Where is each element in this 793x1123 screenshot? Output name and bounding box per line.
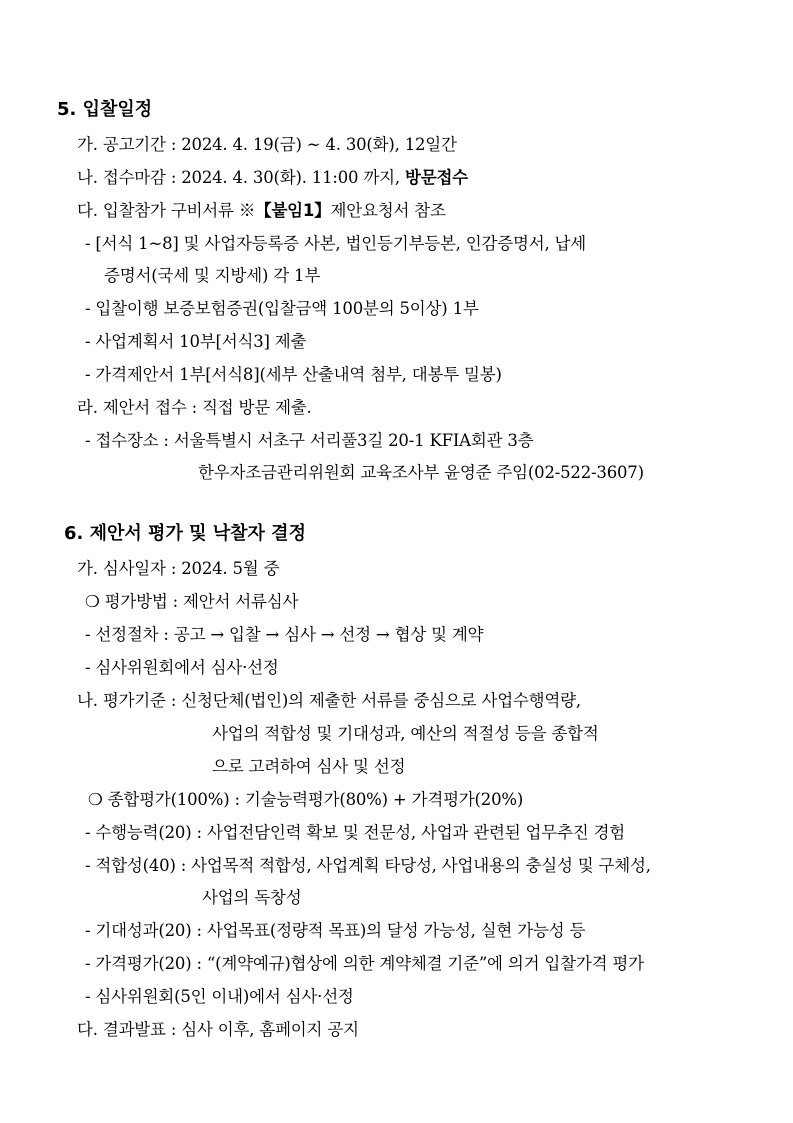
total-evaluation	[88, 789, 523, 811]
criterion-expected-outcome: - 기대성과(20) : 사업목표(정량적 목표)의 달성 가능성, 실현 가능성 등	[85, 921, 586, 940]
document-item-3: - 사업계획서 10부[서식3] 제출	[85, 332, 307, 351]
submission-place: - 접수장소 : 서울특별시 서초구 서리풀3길 20-1 KFIA회관 3층	[85, 431, 534, 450]
document-item-2: - 입찰이행 보증보험증권(입찰금액 100분의 5이상) 1부	[85, 299, 479, 318]
required-documents	[77, 200, 446, 222]
criterion-committee: - 심사위원회(5인 이내)에서 심사·선정	[85, 987, 354, 1006]
selection-procedure: - 선정절차 : 공고 → 입찰 → 심사 → 선정 → 협상 및 계약	[85, 625, 484, 644]
section-6-heading: 6. 제안서 평가 및 낙찰자 결정	[64, 523, 306, 544]
document-item-1-cont: 증명서(국세 및 지방세) 각 1부	[104, 266, 321, 285]
announcement-period: 가. 공고기간 : 2024. 4. 19(금) ~ 4. 30(화), 12일간	[77, 135, 457, 154]
criterion-suitability-cont: 사업의 독창성	[202, 888, 302, 907]
attachment-1-emphasis: 【붙임1】	[255, 201, 331, 220]
deadline-text: 나. 접수마감 : 2024. 4. 30(화). 11:00 까지,	[77, 168, 405, 187]
review-committee: - 심사위원회에서 심사·선정	[85, 658, 279, 677]
submission-contact: 한우자조금관리위원회 교육조사부 윤영준 주임(02-522-3607)	[198, 463, 644, 482]
visit-submission-emphasis: 방문접수	[404, 168, 468, 187]
evaluation-criteria-cont-1: 사업의 적합성 및 기대성과, 예산의 적절성 등을 종합적	[212, 724, 599, 743]
criterion-price: - 가격평가(20) : “(계약예규)협상에 의한 계약체결 기준”에 의거 입찰가격 평가	[85, 954, 644, 973]
criterion-suitability: - 적합성(40) : 사업목적 적합성, 사업계획 타당성, 사업내용의 충실성 및 구체성,	[85, 856, 651, 875]
result-announcement: 다. 결과발표 : 심사 이후, 홈페이지 공지	[77, 1020, 359, 1039]
section-5-heading: 5. 입찰일정	[57, 99, 153, 120]
circle-bullet-icon: ❍	[85, 592, 100, 611]
proposal-submission: 라. 제안서 접수 : 직접 방문 제출.	[77, 398, 312, 417]
document-item-4: - 가격제안서 1부[서식8](세부 산출내역 첨부, 대봉투 밀봉)	[85, 365, 502, 384]
document-item-1: - [서식 1~8] 및 사업자등록증 사본, 법인등기부등본, 인감증명서, 납세	[85, 234, 587, 253]
evaluation-method-text: 평가방법 : 제안서 서류심사	[104, 592, 299, 611]
evaluation-criteria: 나. 평가기준 : 신청단체(법인)의 제출한 서류를 중심으로 사업수행역량,	[77, 691, 581, 710]
evaluation-method	[85, 591, 298, 613]
submission-deadline	[77, 167, 468, 189]
evaluation-criteria-cont-2: 으로 고려하여 심사 및 선정	[212, 757, 406, 776]
required-documents-ref: 제안요청서 참조	[330, 201, 446, 220]
required-documents-text: 다. 입찰참가 구비서류 ※	[77, 201, 256, 220]
criterion-capability: - 수행능력(20) : 사업전담인력 확보 및 전문성, 사업과 관련된 업무추진 경험	[85, 823, 625, 842]
circle-bullet-icon: ❍	[88, 790, 103, 809]
total-evaluation-text: 종합평가(100%) : 기술능력평가(80%) + 가격평가(20%)	[107, 790, 524, 809]
review-date: 가. 심사일자 : 2024. 5월 중	[77, 559, 280, 578]
